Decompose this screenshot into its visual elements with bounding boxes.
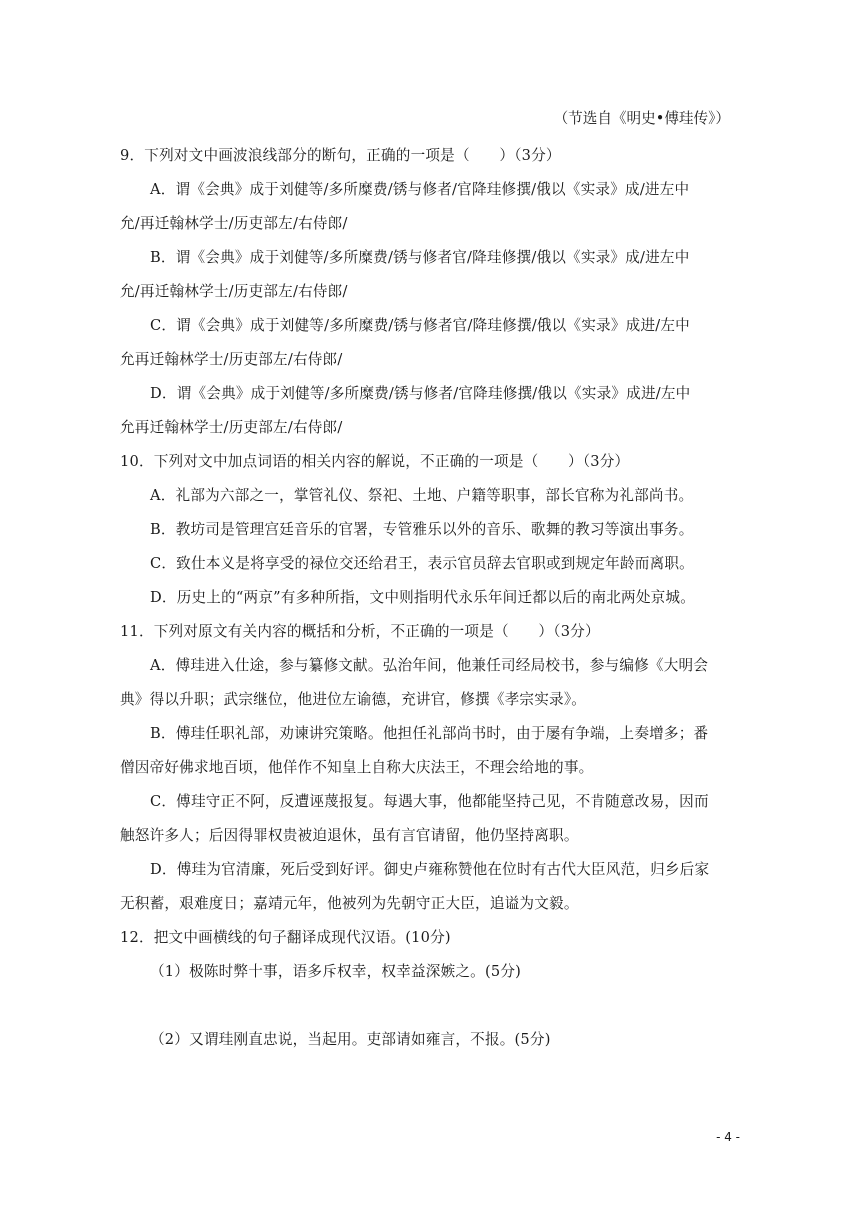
question-11-option-c-line2: 触怒许多人；后因得罪权贵被迫退休，虽有言官请留，他仍坚持离职。 <box>120 827 579 844</box>
source-citation: （节选自《明史•傅珪传》） <box>553 110 730 127</box>
question-11-option-b-line1: B．傅珪任职礼部，劝谏讲究策略。他担任礼部尚书时，由于屡有争端，上奏增多；番 <box>150 725 709 742</box>
question-11-option-d-line1: D．傅珪为官清廉，死后受到好评。御史卢雍称赞他在位时有古代大臣风范，归乡后家 <box>150 861 710 878</box>
question-9-option-d-line2: 允再迁翰林学士/历吏部左/右侍郎/ <box>120 419 343 436</box>
question-10-option-b: B．教坊司是管理宫廷音乐的官署，专管雅乐以外的音乐、歌舞的教习等演出事务。 <box>150 521 694 538</box>
question-11-option-b-line2: 僧因帝好佛求地百顷，他佯作不知皇上自称大庆法王，不理会给地的事。 <box>120 759 594 776</box>
question-11-option-a-line1: A．傅珪进入仕途，参与纂修文献。弘治年间，他兼任司经局校书，参与编修《大明会 <box>150 657 709 674</box>
question-12-sentence-2: （2）又谓珪刚直忠说，当起用。吏部请如雍言，不报。(5分) <box>150 1031 551 1048</box>
question-10-option-c: C．致仕本义是将享受的禄位交还给君王，表示官员辞去官职或到规定年龄而离职。 <box>150 555 694 572</box>
question-11-option-d-line2: 无积蓄，艰难度日；嘉靖元年，他被列为先朝守正大臣，追谥为文毅。 <box>120 895 579 912</box>
question-9-option-c-line2: 允再迁翰林学士/历吏部左/右侍郎/ <box>120 351 343 368</box>
question-10-option-d: D．历史上的“两京”有多种所指，文中则指明代永乐年间迁都以后的南北两处京城。 <box>150 589 696 606</box>
question-12-sentence-1: （1）极陈时弊十事，语多斥权幸，权幸益深嫉之。(5分) <box>150 963 522 980</box>
question-12-stem: 12．把文中画横线的句子翻译成现代汉语。(10分) <box>120 929 451 946</box>
question-9-option-c-line1: C．谓《会典》成于刘健等/多所糜费/锈与修者官/降珪修撰/俄以《实录》成进/左中 <box>150 317 690 334</box>
question-10-stem: 10．下列对文中加点词语的相关内容的解说，不正确的一项是（ ）（3分） <box>120 453 630 470</box>
question-9-option-a-line2: 允/再迁翰林学士/历吏部左/右侍郎/ <box>120 215 348 232</box>
question-11-option-c-line1: C．傅珪守正不阿，反遭诬蔑报复。每遇大事，他都能坚持己见，不肯随意改易，因而 <box>150 793 709 810</box>
question-9-option-a-line1: A．谓《会典》成于刘健等/多所糜费/锈与修者/官降珪修撰/俄以《实录》成/进左中 <box>150 181 690 198</box>
question-9-stem: 9．下列对文中画波浪线部分的断句，正确的一项是（ ）（3分） <box>120 147 561 164</box>
question-9-option-b-line2: 允/再迁翰林学士/历吏部左/右侍郎/ <box>120 283 348 300</box>
page-number: - 4 - <box>716 1130 740 1144</box>
question-11-stem: 11．下列对原文有关内容的概括和分析，不正确的一项是（ ）（3分） <box>120 623 600 640</box>
question-10-option-a: A．礼部为六部之一，掌管礼仪、祭祀、土地、户籍等职事，部长官称为礼部尚书。 <box>150 487 694 504</box>
question-9-option-b-line1: B．谓《会典》成于刘健等/多所糜费/锈与修者官/降珪修撰/俄以《实录》成/进左中 <box>150 249 690 266</box>
question-11-option-a-line2: 典》得以升职；武宗继位，他进位左谕德，充讲官，修撰《孝宗实录》。 <box>120 691 587 708</box>
question-9-option-d-line1: D．谓《会典》成于刘健等/多所糜费/锈与修者/官降珪修撰/俄以《实录》成进/左中 <box>150 385 691 402</box>
